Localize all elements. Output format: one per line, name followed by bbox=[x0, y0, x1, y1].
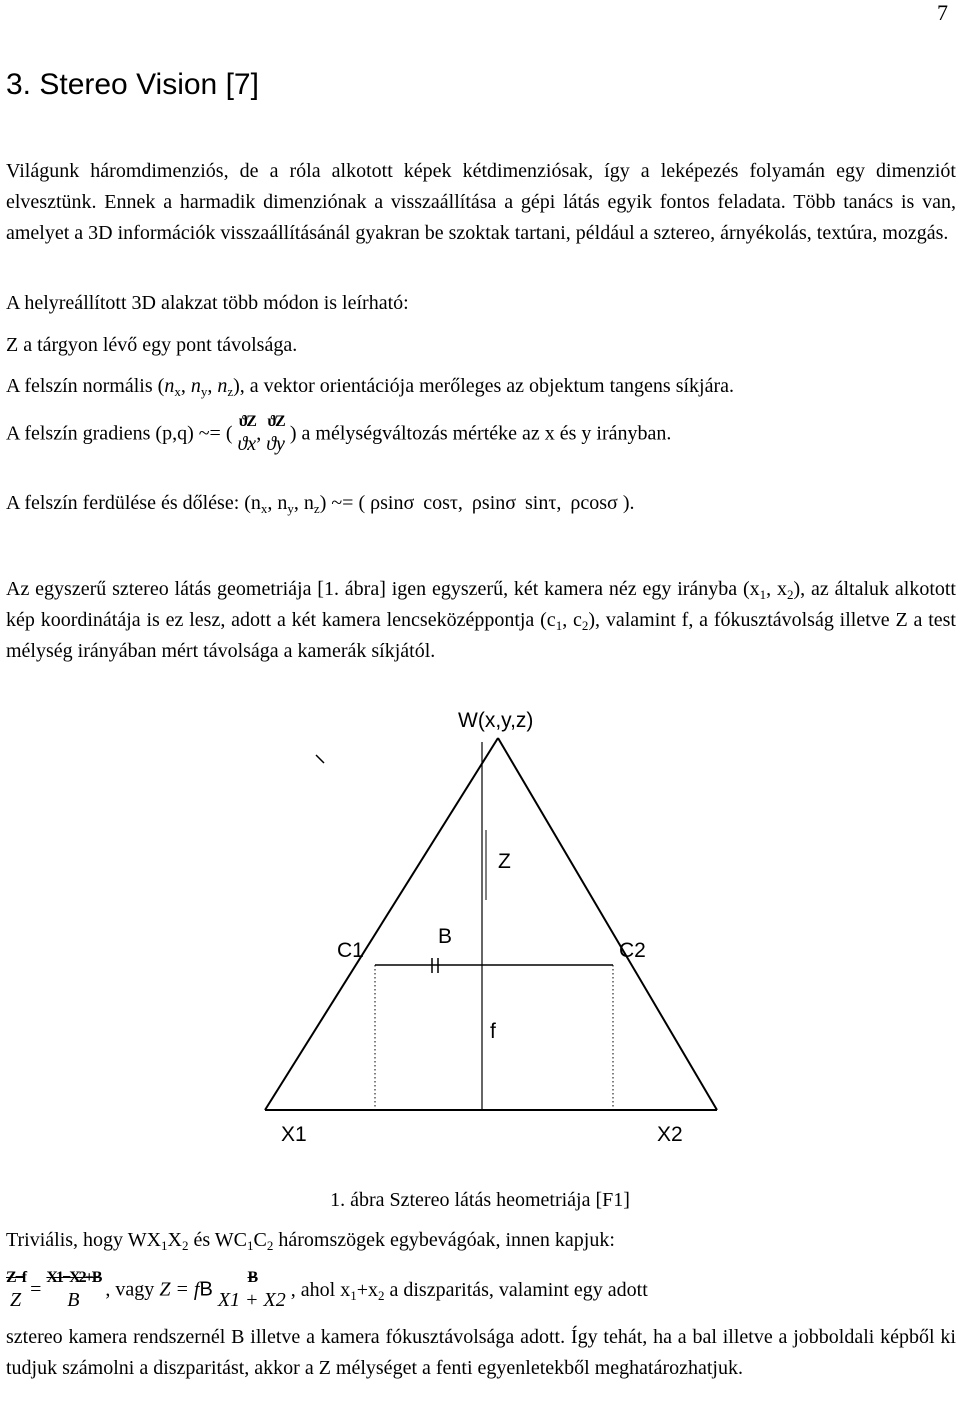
or-text: , vagy bbox=[105, 1278, 155, 1301]
fraction-num: ϑZ bbox=[238, 413, 255, 430]
slant-expression: ρsinσ cosτ, ρsinσ sinτ, ρcosσ bbox=[370, 492, 618, 514]
gradient-line: A felszín gradiens (p,q) ~= ( ϑZ ϑx , ϑZ ϑy ) a mélységváltozás mértéke az x és y irányban. bbox=[6, 413, 672, 455]
sub: 1 bbox=[555, 618, 563, 633]
text: és WC bbox=[188, 1229, 247, 1251]
intro-paragraph: Világunk háromdimenziós, de a róla alkotott képek kétdimenziósak, így a leképezés folyamán egy dimenziót elvesztünk. Ennek a harmadik dimenziónak a visszaállítása a gépi látás egyik fontos feladata. Több tanács is van, amelyet a 3D információk visszaállításánál gyakran be szoktak tartani, például a sztereo, árnyékolás, textúra, mozgás. bbox=[6, 160, 956, 244]
fraction-z-minus-f bbox=[6, 1268, 25, 1312]
nz-sub: z bbox=[227, 384, 234, 399]
text: ), az általuk alkotott kép koordinátája is ez lesz, adott a két kamera lencseközéppontja (c bbox=[6, 578, 956, 631]
figure-caption bbox=[0, 1189, 960, 1212]
text: +x bbox=[356, 1278, 378, 1301]
slant-end: ). bbox=[622, 492, 635, 514]
fraction-num: ϑZ bbox=[267, 413, 284, 430]
geometry-paragraph bbox=[6, 574, 956, 667]
trivial-line bbox=[6, 1229, 615, 1252]
text: , c bbox=[562, 609, 582, 631]
label-c1: C1 bbox=[337, 939, 364, 962]
text: Triviális, hogy WX bbox=[6, 1229, 162, 1251]
slant-line bbox=[6, 492, 635, 515]
stereo-geometry-figure bbox=[0, 700, 960, 1160]
text: , x bbox=[766, 578, 788, 600]
bold-b: B bbox=[199, 1278, 213, 1301]
description-line: A helyreállított 3D alakzat több módon is leírható: bbox=[6, 292, 409, 314]
fraction-dz-dy bbox=[266, 412, 285, 456]
sub: 1 bbox=[247, 1238, 254, 1253]
label-w: W(x,y,z) bbox=[458, 709, 534, 732]
distance-line: Z a tárgyon lévő egy pont távolsága. bbox=[6, 334, 298, 356]
text: háromszögek egybevágóak, innen kapjuk: bbox=[273, 1229, 615, 1251]
label-x2: X2 bbox=[657, 1123, 683, 1146]
normal-suffix: ), a vektor orientációja merőleges az objektum tangens síkjára. bbox=[233, 375, 735, 397]
label-b: B bbox=[438, 925, 453, 948]
text: a diszparitás, valamint egy adott bbox=[384, 1278, 648, 1301]
equals-sign: = bbox=[30, 1278, 42, 1301]
normal-line: A felszín normális ($n_x$, $n_y$, $n_z$), a vektor orientációja merőleges az objektum tangens síkjára. bbox=[6, 375, 735, 399]
sub: 2 bbox=[181, 1238, 189, 1253]
text: C bbox=[253, 1229, 267, 1251]
nx-sub: x bbox=[174, 384, 181, 399]
caption-text: 1. ábra Sztereo látás heometriája [F1] bbox=[330, 1189, 630, 1211]
z-equals-f: Z = f bbox=[159, 1278, 200, 1301]
fraction-den: X1 + X2 bbox=[217, 1289, 286, 1311]
fraction-den: B bbox=[67, 1289, 80, 1311]
right-edge bbox=[498, 738, 717, 1110]
fraction-num: B bbox=[247, 1269, 257, 1286]
label-z: Z bbox=[498, 850, 511, 873]
text: ), valamint f, a fókusztávolság illetve Z a test mélység irányában mért távolsága a kamerák síkjától. bbox=[6, 609, 956, 662]
closing-paragraph: sztereo kamera rendszernél B illetve a kamera fókusztávolsága adott. Így tehát, ha a bal illetve a jobboldali képből ki tudjuk számolni a diszparitást, akkor a Z mélységet a fenti egyenletekből meghatározhatjuk. bbox=[6, 1326, 956, 1379]
fraction-b-over-disparity bbox=[218, 1268, 286, 1312]
gradient-suffix: ) a mélységváltozás mértéke az x és y irányban. bbox=[289, 422, 672, 445]
fraction-num: X1−X2+B bbox=[46, 1269, 101, 1286]
fraction-den: ϑy bbox=[266, 433, 285, 455]
slant-sep: , n bbox=[267, 492, 288, 514]
page-number: 7 bbox=[937, 0, 948, 25]
label-c2: C2 bbox=[619, 939, 646, 962]
ny-sub: y bbox=[200, 384, 208, 399]
left-edge bbox=[265, 738, 498, 1110]
sub: 2 bbox=[378, 1287, 385, 1303]
text: , ahol x bbox=[290, 1278, 351, 1301]
label-x1: X1 bbox=[281, 1123, 307, 1146]
gradient-prefix: A felszín gradiens (p,q) ~= ( bbox=[6, 422, 233, 445]
ny: n bbox=[190, 375, 201, 397]
slant-sub-x: x bbox=[260, 501, 268, 516]
nz: n bbox=[217, 375, 228, 397]
slant-prefix: A felszín ferdülése és dőlése: (n bbox=[6, 492, 261, 514]
fraction-dz-dx bbox=[237, 412, 256, 456]
fraction-disparity bbox=[46, 1268, 100, 1312]
sub: 2 bbox=[581, 618, 589, 633]
slant-sub-z: z bbox=[313, 501, 320, 516]
fraction-num: Z−f bbox=[6, 1269, 26, 1286]
sub: 1 bbox=[350, 1287, 357, 1303]
slant-sep: , n bbox=[293, 492, 314, 514]
sub: 2 bbox=[787, 587, 794, 602]
label-f: f bbox=[490, 1020, 496, 1043]
section-title: 3. Stereo Vision [7] bbox=[6, 68, 259, 101]
nx: n bbox=[164, 375, 175, 397]
normal-prefix: A felszín normális ( bbox=[6, 375, 165, 397]
fraction-den: ϑx bbox=[237, 433, 257, 455]
equation-line bbox=[6, 1268, 648, 1312]
fraction-den: Z bbox=[10, 1289, 22, 1311]
slant-mid: ) ~= ( bbox=[319, 492, 366, 514]
sub: 2 bbox=[266, 1238, 274, 1253]
slant-sub-y: y bbox=[287, 501, 294, 516]
text: Az egyszerű sztereo látás geometriája [1. ábra] igen egyszerű, két kamera néz egy irányba (x bbox=[6, 578, 760, 600]
sub: 1 bbox=[759, 587, 767, 602]
text: X bbox=[167, 1229, 182, 1251]
sub: 1 bbox=[161, 1238, 168, 1253]
stray-mark bbox=[316, 755, 324, 763]
